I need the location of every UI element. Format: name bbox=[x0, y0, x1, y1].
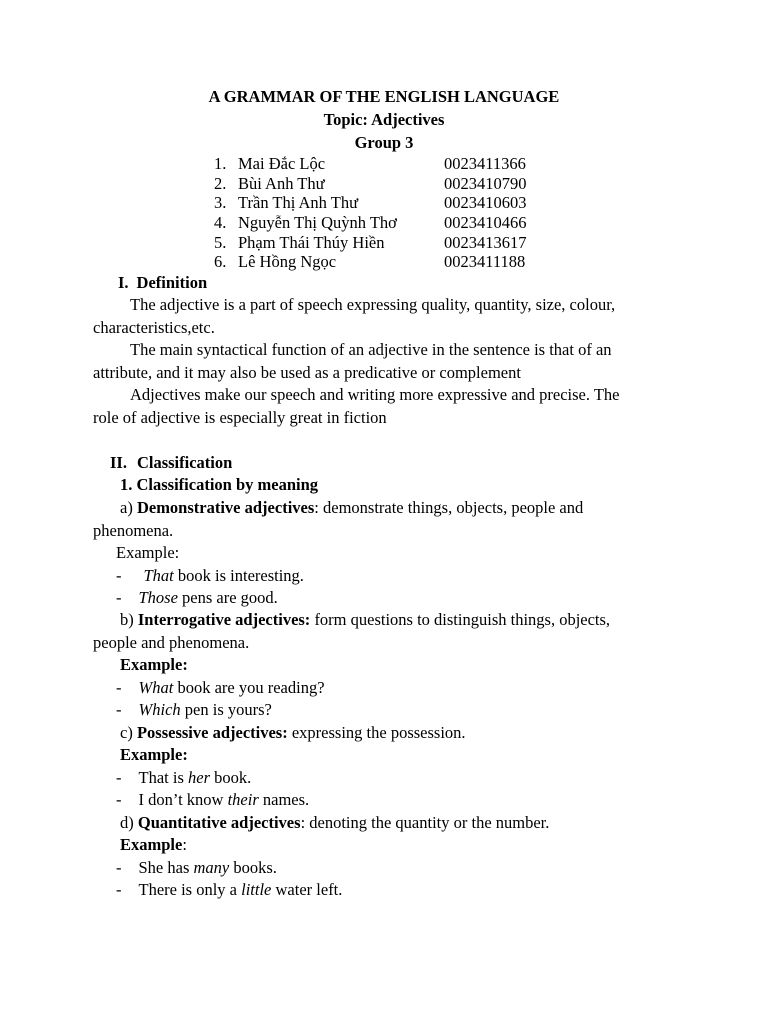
example-adjective: little bbox=[241, 880, 272, 899]
example-line bbox=[116, 879, 342, 902]
member-row bbox=[214, 213, 527, 233]
example-adjective: Which bbox=[138, 700, 181, 719]
example-label: Example: bbox=[120, 745, 188, 764]
bullet: - bbox=[116, 566, 122, 585]
member-row bbox=[214, 154, 527, 174]
example-line bbox=[116, 767, 251, 790]
example-line bbox=[116, 699, 272, 722]
document-title: A GRAMMAR OF THE ENGLISH LANGUAGE bbox=[208, 87, 560, 106]
member-number: 3. bbox=[214, 193, 227, 213]
item-d bbox=[120, 812, 549, 835]
member-id: 0023411366 bbox=[444, 154, 526, 173]
member-id: 0023411188 bbox=[444, 252, 526, 272]
example-adjective: That bbox=[143, 566, 174, 585]
member-row bbox=[214, 193, 527, 213]
example-label: Example: bbox=[116, 543, 180, 562]
bullet: - bbox=[116, 768, 122, 787]
bullet: - bbox=[116, 588, 122, 607]
section-numeral: I. bbox=[118, 273, 129, 292]
item-prefix: d) bbox=[120, 813, 134, 832]
example-line bbox=[116, 587, 278, 610]
section-title: Classification bbox=[136, 453, 233, 472]
subsection-heading: 1. Classification by meaning bbox=[120, 475, 319, 494]
item-c bbox=[120, 722, 466, 745]
example-text: pens are good. bbox=[177, 588, 278, 607]
definition-paragraph-1: The adjective is a part of speech expressing quality, quantity, size, colour, bbox=[130, 295, 616, 314]
member-id: 0023413617 bbox=[444, 232, 527, 252]
member-number: 6. bbox=[214, 252, 227, 272]
member-name: Lê Hồng Ngọc bbox=[238, 252, 337, 272]
section-classification-heading bbox=[110, 452, 232, 475]
group-heading: Group 3 bbox=[354, 133, 414, 152]
definition-paragraph-2-cont: attribute, and it may also be used as a predicative or complement bbox=[93, 363, 521, 382]
item-prefix: b) bbox=[120, 610, 134, 629]
example-line bbox=[116, 565, 304, 588]
definition-paragraph-3: Adjectives make our speech and writing more expressive and precise. The bbox=[130, 385, 620, 404]
example-text: book is interesting. bbox=[173, 566, 304, 585]
example-line bbox=[116, 677, 325, 700]
bullet: - bbox=[116, 858, 122, 877]
example-label-text: Example bbox=[120, 835, 183, 854]
member-number: 2. bbox=[214, 173, 227, 193]
member-name: Phạm Thái Thúy Hiền bbox=[238, 232, 385, 252]
member-name: Mai Đắc Lộc bbox=[238, 154, 326, 173]
example-adjective: many bbox=[193, 858, 230, 877]
example-label bbox=[120, 834, 187, 857]
definition-paragraph-3-cont: role of adjective is especially great in fiction bbox=[93, 408, 387, 427]
member-id: 0023410790 bbox=[444, 173, 527, 193]
member-number: 4. bbox=[214, 213, 227, 233]
example-text: She has bbox=[138, 858, 194, 877]
item-text: form questions to distinguish things, objects, bbox=[310, 610, 611, 629]
example-text: I don’t know bbox=[138, 790, 228, 809]
definition-paragraph-2: The main syntactical function of an adjective in the sentence is that of an bbox=[130, 340, 612, 359]
member-id: 0023410603 bbox=[444, 193, 527, 213]
example-text: There is only a bbox=[138, 880, 242, 899]
example-text: book. bbox=[210, 768, 252, 787]
member-number: 1. bbox=[214, 154, 227, 173]
member-id: 0023410466 bbox=[444, 213, 527, 233]
member-name: Trần Thị Anh Thư bbox=[238, 193, 359, 213]
section-definition-heading bbox=[118, 272, 207, 295]
item-a bbox=[120, 497, 583, 520]
section-title: Definition bbox=[136, 273, 208, 292]
example-label-colon: : bbox=[182, 835, 187, 854]
example-adjective: What bbox=[138, 678, 174, 697]
item-text: : demonstrate things, objects, people and bbox=[314, 498, 584, 517]
item-term: Quantitative adjectives bbox=[137, 813, 301, 832]
example-line bbox=[116, 789, 309, 812]
example-label: Example: bbox=[120, 655, 188, 674]
section-numeral: II. bbox=[110, 453, 127, 472]
example-text: books. bbox=[229, 858, 277, 877]
item-a-cont: phenomena. bbox=[93, 521, 174, 540]
member-name: Nguyễn Thị Quỳnh Thơ bbox=[238, 213, 397, 233]
example-line bbox=[116, 857, 277, 880]
item-b bbox=[120, 609, 610, 632]
item-text: expressing the possession. bbox=[287, 723, 466, 742]
item-term: Demonstrative adjectives bbox=[136, 498, 315, 517]
item-term: Interrogative adjectives: bbox=[137, 610, 311, 629]
member-row bbox=[214, 233, 527, 253]
bullet: - bbox=[116, 880, 122, 899]
item-prefix: a) bbox=[120, 498, 133, 517]
example-adjective: their bbox=[227, 790, 259, 809]
topic-heading: Topic: Adjectives bbox=[323, 110, 445, 129]
item-b-cont: people and phenomena. bbox=[93, 633, 250, 652]
example-adjective: her bbox=[188, 768, 210, 787]
example-adjective: Those bbox=[138, 588, 178, 607]
member-number: 5. bbox=[214, 232, 227, 252]
definition-paragraph-1-cont: characteristics,etc. bbox=[93, 318, 215, 337]
example-text: pen is yours? bbox=[180, 700, 272, 719]
item-prefix: c) bbox=[120, 723, 133, 742]
example-text: That is bbox=[138, 768, 188, 787]
bullet: - bbox=[116, 790, 122, 809]
item-term: Possessive adjectives: bbox=[136, 723, 288, 742]
bullet: - bbox=[116, 700, 122, 719]
example-text: book are you reading? bbox=[173, 678, 325, 697]
item-text: : denoting the quantity or the number. bbox=[300, 813, 550, 832]
bullet: - bbox=[116, 678, 122, 697]
example-text: names. bbox=[258, 790, 310, 809]
example-text: water left. bbox=[271, 880, 343, 899]
member-list bbox=[214, 154, 527, 272]
member-row bbox=[214, 252, 527, 272]
member-name: Bùi Anh Thư bbox=[238, 173, 325, 193]
member-row bbox=[214, 174, 527, 194]
